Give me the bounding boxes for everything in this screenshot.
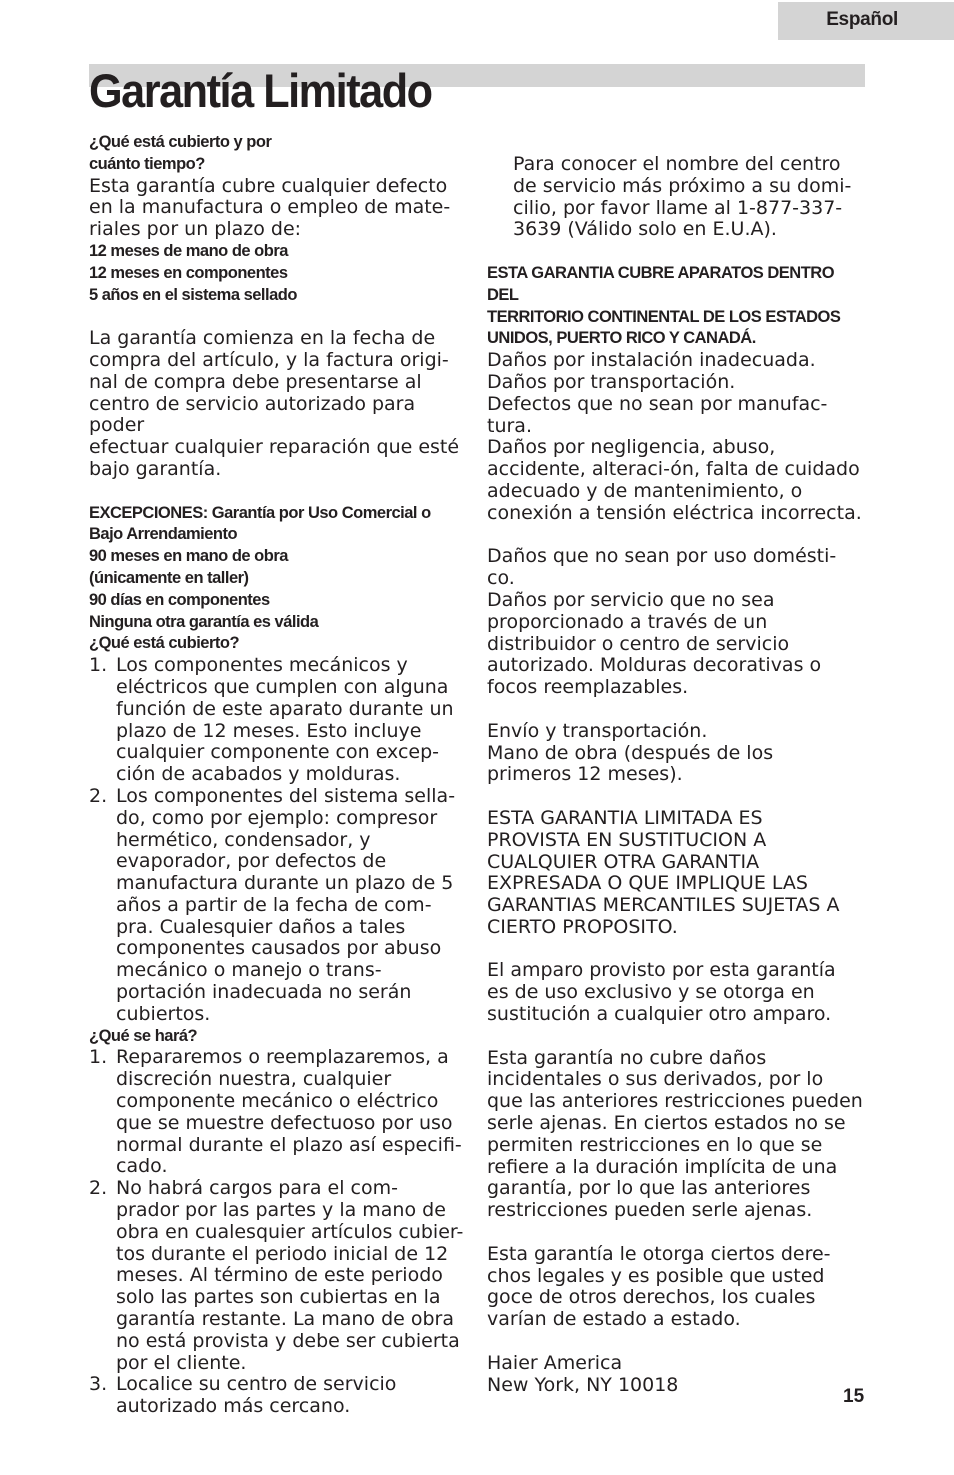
text-line: incidentales o sus derivados, por lo bbox=[487, 1068, 824, 1091]
text-line: prador por las partes y la mano de bbox=[116, 1199, 446, 1222]
text-line: proporcionado a través de un bbox=[487, 610, 768, 633]
list-number: 3. bbox=[89, 1373, 108, 1396]
page-number: 15 bbox=[843, 1386, 865, 1407]
text-line: solo las partes son cubiertas en la bbox=[116, 1286, 441, 1309]
text-line: poder bbox=[89, 414, 145, 437]
text-line: componentes causados por abuso bbox=[116, 937, 442, 960]
text-line: cubiertos. bbox=[116, 1002, 211, 1025]
list-number: 1. bbox=[89, 1046, 108, 1069]
text-line: Daños por transportación. bbox=[487, 370, 736, 393]
text-line: varían de estado a estado. bbox=[487, 1308, 741, 1331]
text-line: efectuar cualquier reparación que esté bbox=[89, 436, 460, 459]
text-line: tura. bbox=[487, 414, 532, 437]
text-line: ¿Qué está cubierto? bbox=[89, 634, 240, 653]
text-line: Los componentes mecánicos y bbox=[116, 654, 408, 677]
list-item bbox=[89, 1178, 469, 1374]
text-line: no está provista y debe ser cubierta bbox=[116, 1329, 460, 1352]
text-line: por el cliente. bbox=[116, 1351, 247, 1374]
text-line: función de este aparato durante un bbox=[116, 697, 454, 720]
text-line: distribuidor o centro de servicio bbox=[487, 632, 790, 655]
text-line: portación inadecuada no serán bbox=[116, 981, 412, 1004]
text-line: ESTA GARANTIA CUBRE APARATOS DENTRO DEL bbox=[487, 263, 835, 304]
text-line: nal de compra debe presentarse al bbox=[89, 370, 422, 393]
text-line: El amparo provisto por esta garantía bbox=[487, 959, 836, 982]
text-line: accidente, alteraci-ón, falta de cuidado bbox=[487, 458, 860, 481]
list-item bbox=[89, 1047, 469, 1178]
text-line: cilio, por favor llame al 1-877-337- bbox=[513, 196, 843, 219]
text-line: es de uso exclusivo y se otorga en bbox=[487, 981, 815, 1004]
text-line: chos legales y es posible que usted bbox=[487, 1264, 825, 1287]
remedy-text bbox=[487, 960, 867, 1025]
text-line: ción de acabados y molduras. bbox=[116, 763, 401, 786]
text-line: Ninguna otra garantía es válida bbox=[89, 612, 319, 631]
text-line: sustitución a cualquier otro amparo. bbox=[487, 1003, 832, 1026]
question-what-will-be-done: ¿Qué se hará? bbox=[89, 1026, 198, 1045]
text-line: CIERTO PROPOSITO. bbox=[487, 915, 678, 938]
text-line: Mano de obra (después de los bbox=[487, 741, 774, 764]
text-line: goce de otros derechos, los cuales bbox=[487, 1286, 816, 1309]
text-line: meses. Al término de este periodo bbox=[116, 1264, 443, 1287]
text-line: Defectos que no sean por manufac- bbox=[487, 392, 828, 415]
legal-rights-text bbox=[487, 1244, 867, 1331]
text-line: de servicio más próximo a su domi- bbox=[513, 174, 852, 197]
left-column bbox=[89, 132, 469, 1418]
text-line: co. bbox=[487, 567, 515, 590]
exclusions-text bbox=[487, 350, 867, 524]
text-line: Repararemos o reemplazaremos, a bbox=[116, 1046, 449, 1069]
text-line: refiere a la duración implícita de una bbox=[487, 1155, 838, 1178]
text-line: eléctricos que cumplen con alguna bbox=[116, 675, 449, 698]
text-line: autorizado. Molduras decorativas o bbox=[487, 654, 822, 677]
warranty-start-text bbox=[89, 328, 469, 481]
text-line: Esta garantía no cubre daños bbox=[487, 1046, 767, 1069]
text-line: restricciones pueden serle ajenas. bbox=[487, 1199, 813, 1222]
text-line: compra del artículo, y la factura origi- bbox=[89, 348, 449, 371]
text-line: garantía restante. La mano de obra bbox=[116, 1308, 455, 1331]
text-line: Daños por instalación inadecuada. bbox=[487, 349, 816, 372]
text-line: 5 años en el sistema sellado bbox=[89, 285, 297, 304]
incidental-damages-text bbox=[487, 1048, 867, 1222]
text-line: hermético, condensador, y bbox=[116, 828, 371, 851]
exceptions-block bbox=[89, 503, 469, 656]
text-line: UNIDOS, PUERTO RICO Y CANADÁ. bbox=[487, 329, 756, 348]
text-line: EXPRESADA O QUE IMPLIQUE LAS bbox=[487, 872, 808, 895]
shipping-text bbox=[487, 721, 867, 786]
text-line: Bajo Arrendamiento bbox=[89, 525, 238, 544]
list-item bbox=[89, 1374, 469, 1418]
text-line: ¿Qué está cubierto y por bbox=[89, 133, 272, 151]
text-line: ESTA GARANTIA LIMITADA ES bbox=[487, 806, 763, 829]
text-line: PROVISTA EN SUSTITUCION A bbox=[487, 828, 767, 851]
text-line: evaporador, por defectos de bbox=[116, 850, 387, 873]
text-line: mecánico o manejo o trans- bbox=[116, 959, 382, 982]
text-line: que se muestre defectuoso por uso bbox=[116, 1111, 453, 1134]
text-line: La garantía comienza en la fecha de bbox=[89, 327, 436, 350]
text-line: bajo garantía. bbox=[89, 457, 222, 480]
text-line: autorizado más cercano. bbox=[116, 1395, 351, 1418]
text-line: Esta garantía cubre cualquier defecto bbox=[89, 174, 448, 197]
coverage-text bbox=[89, 176, 469, 241]
text-line: Localice su centro de servicio bbox=[116, 1373, 397, 1396]
service-center-text bbox=[487, 154, 867, 241]
text-line: Esta garantía le otorga ciertos dere- bbox=[487, 1242, 831, 1265]
text-line: cualquier componente con excep- bbox=[116, 741, 440, 764]
text-line: Daños por servicio que no sea bbox=[487, 588, 775, 611]
coverage-territory-heading bbox=[487, 263, 867, 350]
text-line: CUALQUIER OTRA GARANTIA bbox=[487, 850, 760, 873]
text-line: Haier America bbox=[487, 1351, 623, 1374]
text-line: obra en cualesquier artículos cubier- bbox=[116, 1220, 464, 1243]
text-line: años a partir de la fecha de com- bbox=[116, 893, 432, 916]
text-line: discreción nuestra, cualquier bbox=[116, 1068, 392, 1091]
text-line: que las anteriores restricciones pueden bbox=[487, 1090, 863, 1113]
text-line: focos reemplazables. bbox=[487, 676, 689, 699]
text-line: primeros 12 meses). bbox=[487, 763, 683, 786]
list-item bbox=[89, 655, 469, 786]
text-line: cado. bbox=[116, 1155, 168, 1178]
text-line: riales por un plazo de: bbox=[89, 218, 302, 241]
text-line: Daños que no sean por uso domésti- bbox=[487, 545, 837, 568]
covered-list bbox=[89, 655, 469, 1026]
text-line: manufactura durante un plazo de 5 bbox=[116, 872, 454, 895]
text-line: No habrá cargos para el com- bbox=[116, 1177, 398, 1200]
text-line: (únicamente en taller) bbox=[89, 568, 249, 587]
text-line: permiten restricciones en lo que se bbox=[487, 1133, 823, 1156]
text-line: Daños por negligencia, abuso, bbox=[487, 436, 776, 459]
text-line: componente mecánico o eléctrico bbox=[116, 1090, 439, 1113]
list-item bbox=[89, 786, 469, 1026]
list-number: 2. bbox=[89, 1177, 108, 1200]
text-line: 12 meses de mano de obra bbox=[89, 241, 288, 260]
list-number: 1. bbox=[89, 654, 108, 677]
language-label: Español bbox=[826, 9, 898, 30]
text-line: GARANTIAS MERCANTILES SUJETAS A bbox=[487, 894, 840, 917]
text-line: Los componentes del sistema sella- bbox=[116, 784, 456, 807]
text-line: 3639 (Válido solo en E.U.A). bbox=[513, 218, 777, 241]
actions-list bbox=[89, 1047, 469, 1418]
text-line: pra. Cualesquier daños a tales bbox=[116, 915, 406, 938]
text-line: tos durante el periodo inicial de 12 bbox=[116, 1242, 449, 1265]
text-line: garantía, por lo que las anteriores bbox=[487, 1177, 811, 1200]
text-line: Para conocer el nombre del centro bbox=[513, 153, 841, 175]
text-line: normal durante el plazo así especifi- bbox=[116, 1133, 462, 1156]
text-line: 12 meses en componentes bbox=[89, 263, 288, 282]
coverage-terms bbox=[89, 241, 469, 306]
question-coverage bbox=[89, 132, 469, 176]
text-line: en la manufactura o empleo de mate- bbox=[89, 196, 451, 219]
company-address bbox=[487, 1353, 867, 1397]
page-title: Garantía Limitado bbox=[89, 64, 432, 117]
text-line: 90 días en componentes bbox=[89, 590, 270, 609]
list-number: 2. bbox=[89, 784, 108, 807]
text-line: adecuado y de mantenimiento, o bbox=[487, 479, 803, 502]
text-line: Envío y transportación. bbox=[487, 719, 708, 742]
text-line: conexión a tensión eléctrica incorrecta. bbox=[487, 501, 862, 524]
text-line: cuánto tiempo? bbox=[89, 154, 205, 173]
text-line: do, como por ejemplo: compresor bbox=[116, 806, 438, 829]
right-column bbox=[487, 154, 867, 1396]
text-line: EXCEPCIONES: Garantía por Uso Comercial o bbox=[89, 503, 431, 522]
non-domestic-text bbox=[487, 546, 867, 699]
text-line: centro de servicio autorizado para bbox=[89, 392, 416, 415]
text-line: 90 meses en mano de obra bbox=[89, 547, 288, 566]
text-line: TERRITORIO CONTINENTAL DE LOS ESTADOS bbox=[487, 307, 841, 326]
text-line: serle ajenas. En ciertos estados no se bbox=[487, 1112, 846, 1135]
language-tab bbox=[778, 2, 954, 40]
text-line: New York, NY 10018 bbox=[487, 1373, 679, 1396]
text-line: plazo de 12 meses. Esto incluye bbox=[116, 719, 422, 742]
limited-warranty-caps bbox=[487, 808, 867, 939]
